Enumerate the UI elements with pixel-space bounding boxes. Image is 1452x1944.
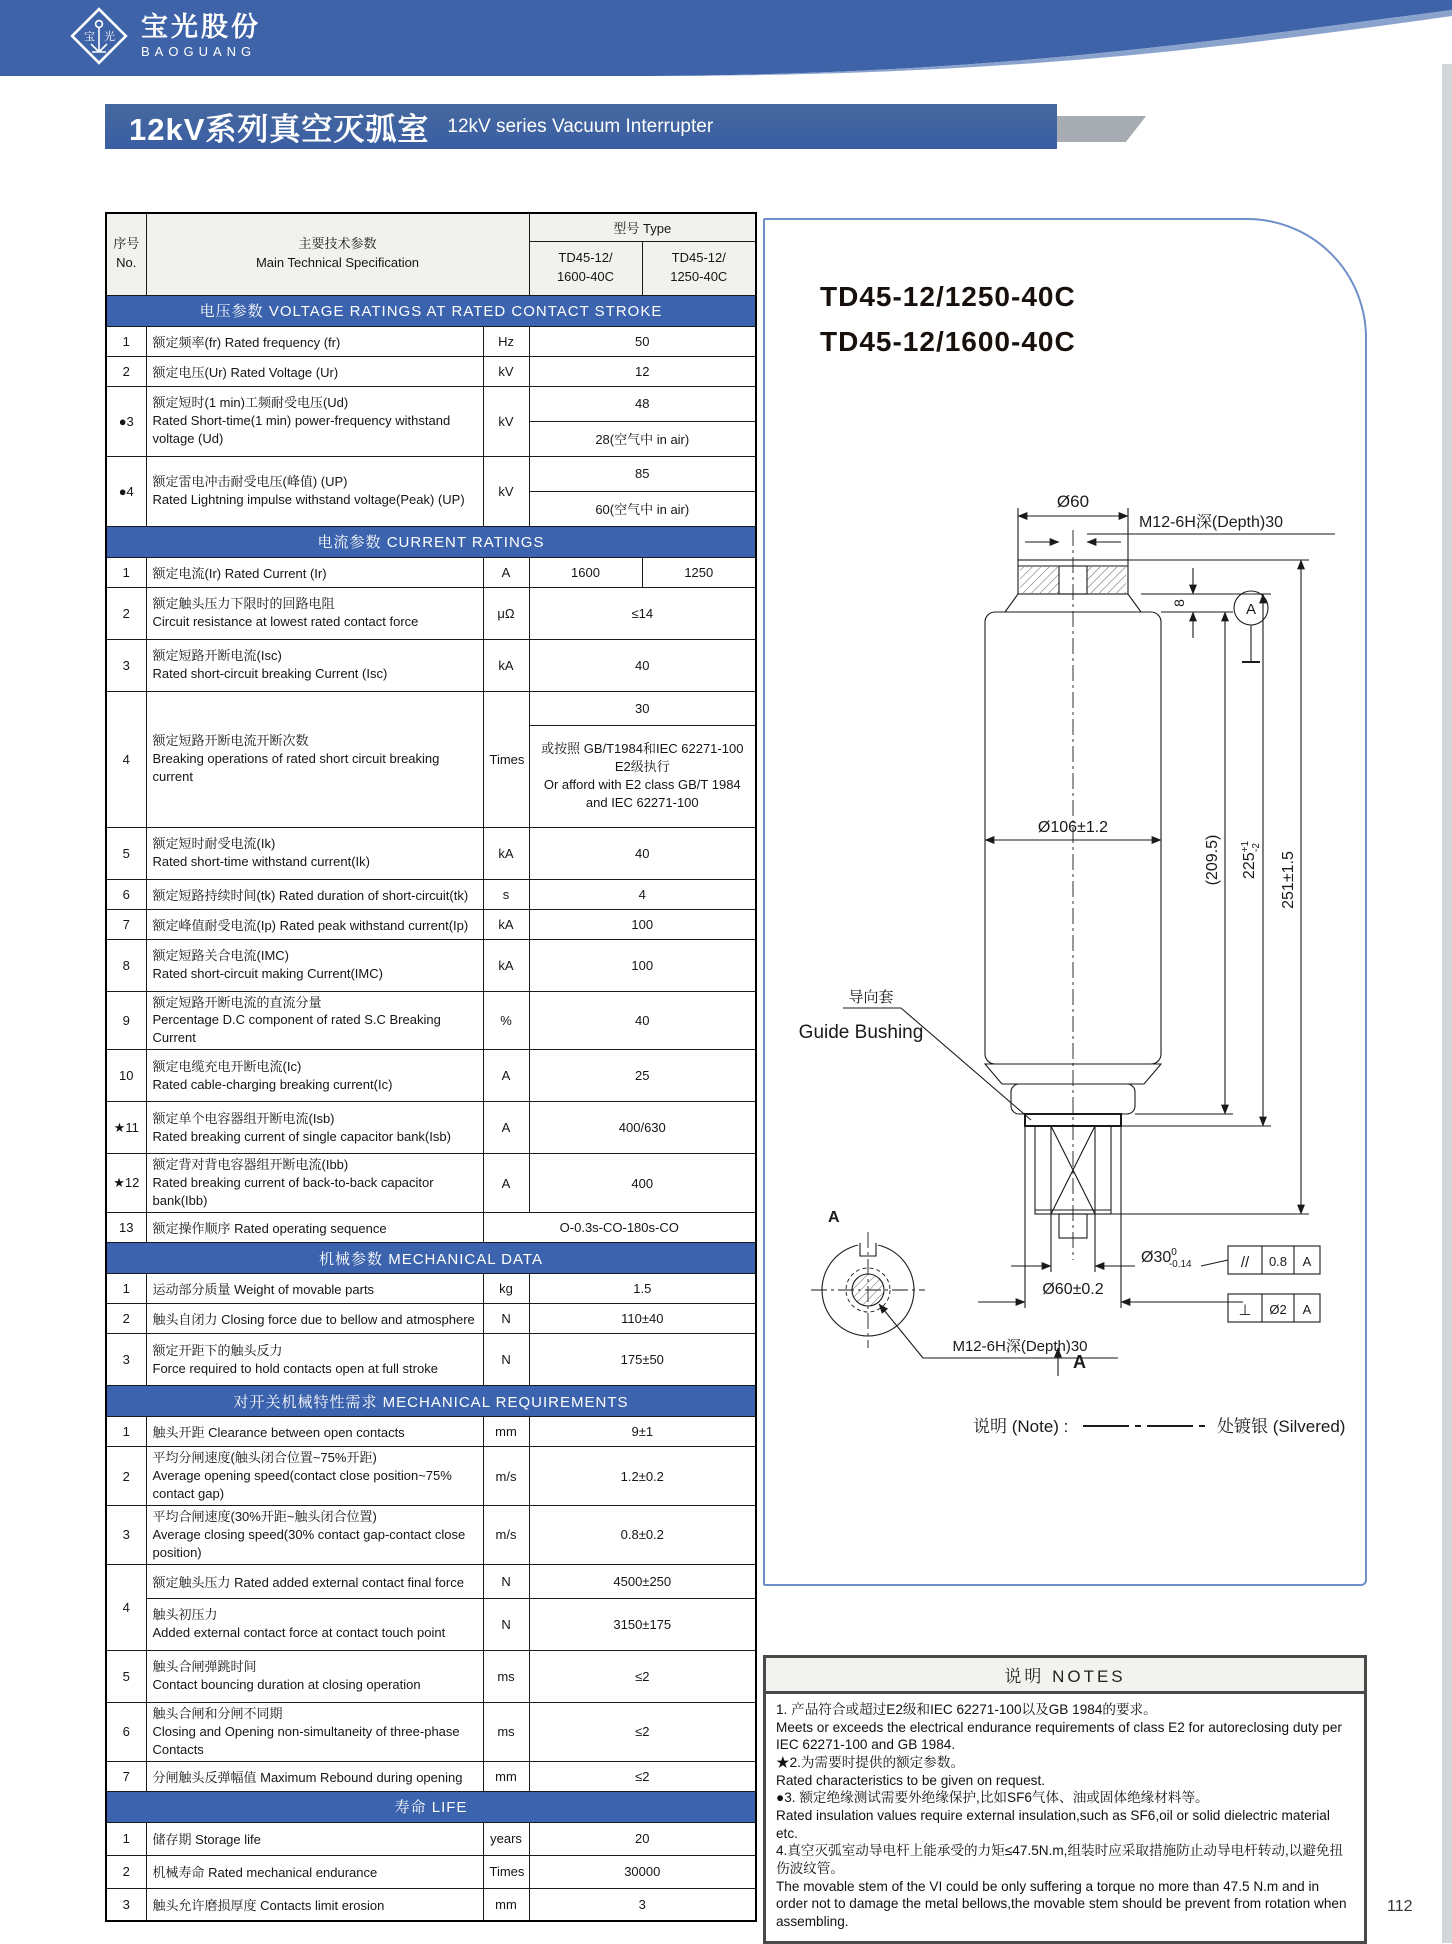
- header-type: 型号 Type: [529, 213, 756, 241]
- page-title-en: 12kV series Vacuum Interrupter: [447, 115, 714, 137]
- brand-name-cn: 宝光股份: [141, 11, 261, 42]
- table-row: ●3 额定短时(1 min)工频耐受电压(Ud) Rated Short-time(1 min) power-frequency withstand voltage (Ud) kV 48: [106, 386, 756, 421]
- perpendicularity-symbol: ⊥: [1238, 1302, 1252, 1319]
- table-subrow: 60(空气中 in air): [106, 491, 756, 526]
- table-row: 8 额定短路关合电流(IMC) Rated short-circuit making Current(IMC) kA 100: [106, 939, 756, 991]
- dim-225: $225^{+1}-2$: [1240, 840, 1262, 880]
- table-row: 13 额定操作顺序 Rated operating sequence O-0.3s-CO-180s-CO: [106, 1213, 756, 1243]
- dim-d106: Ø106±1.2: [1037, 819, 1109, 836]
- drawing-model-2: TD45-12/1600-40C: [820, 325, 1076, 357]
- drawing-model-1: TD45-12/1250-40C: [820, 281, 1076, 312]
- table-row: 1 额定电流(Ir) Rated Current (Ir) A 1600 1250: [106, 557, 756, 587]
- section-mechanical-data: 机械参数 MECHANICAL DATA: [106, 1243, 756, 1274]
- notes-body: [766, 1694, 1364, 1941]
- page-edge: [1442, 64, 1452, 1943]
- table-row: 3 额定开距下的触头反力 Force required to hold contacts open at full stroke N 175±50: [106, 1334, 756, 1386]
- svg-text:Ø2: Ø2: [1269, 1302, 1287, 1317]
- table-row: 5 触头合闸弹跳时间 Contact bouncing duration at closing operation ms ≤2: [106, 1650, 756, 1702]
- datum-a-label: A: [1245, 601, 1257, 618]
- table-row: 3 平均合闸速度(30%开距~触头闭合位置) Average closing speed(30% contact gap-contact close position) m/s 0.8±0.2: [106, 1505, 756, 1564]
- table-row: ★12 额定背对背电容器组开断电流(Ibb) Rated breaking current of back-to-back capacitor bank(Ibb) A 400: [106, 1154, 756, 1213]
- header-no: 序号 No.: [106, 213, 146, 295]
- section-voltage: 电压参数 VOLTAGE RATINGS AT RATED CONTACT STROKE: [106, 295, 756, 326]
- app-header: [0, 0, 1452, 76]
- table-subrow: 或按照 GB/T1984和IEC 62271-100 E2级执行 Or afford with E2 class GB/T 1984 and IEC 62271-100: [106, 725, 756, 827]
- note-line: 1. 产品符合或超过E2级和IEC 62271-100以及GB 1984的要求。: [776, 1702, 1157, 1717]
- parallelism-symbol: //: [1240, 1254, 1250, 1271]
- model-1: TD45-12/ 1600-40C: [529, 241, 642, 295]
- table-row: 2 额定触头压力下限时的回路电阻 Circuit resistance at lowest rated contact force μΩ ≤14: [106, 587, 756, 639]
- table-row: 2 机械寿命 Rated mechanical endurance Times 30000: [106, 1855, 756, 1888]
- svg-text:A: A: [1302, 1302, 1312, 1317]
- note-line: 4.真空灭弧室动导电杆上能承受的力矩≤47.5N.m,组装时应采取措施防止动导电杆转动,以避免扭伤波纹管。: [776, 1843, 1344, 1877]
- table-row: 7 额定峰值耐受电流(Ip) Rated peak withstand current(Ip) kA 100: [106, 909, 756, 939]
- table-row: 2 额定电压(Ur) Rated Voltage (Ur) kV 12: [106, 356, 756, 386]
- table-row: 3 触头允许磨损厚度 Contacts limit erosion mm 3: [106, 1888, 756, 1921]
- guide-bushing-label-en: Guide Bushing: [798, 1022, 924, 1043]
- brand-logo: [70, 7, 261, 65]
- drawing-panel: [763, 218, 1367, 1586]
- table-row: 6 额定短路持续时间(tk) Rated duration of short-circuit(tk) s 4: [106, 879, 756, 909]
- table-row: 4 额定触头压力 Rated added external contact final force N 4500±250: [106, 1564, 756, 1598]
- page-title-cn: 12kV系列真空灭弧室: [129, 112, 430, 147]
- note-line: ★2.为需要时提供的额定参数。: [776, 1755, 965, 1771]
- table-row: 10 额定电缆充电开断电流(Ic) Rated cable-charging breaking current(Ic) A 25: [106, 1050, 756, 1102]
- note-line: Rated insulation values require external insulation,such as SF6,oil or solid dielectric material etc.: [776, 1808, 1330, 1841]
- table-row: 1 运动部分质量 Weight of movable parts kg 1.5: [106, 1274, 756, 1304]
- table-row: 1 储存期 Storage life years 20: [106, 1822, 756, 1855]
- section-arrow-label: A: [1073, 1352, 1086, 1372]
- page-number: 112: [1387, 1898, 1413, 1915]
- brand-name-en: BAOGUANG: [141, 44, 257, 60]
- note-line: Meets or exceeds the electrical endurance requirements of class E2 for autoreclosing duty per IEC 62271-100 and GB 1984.: [776, 1719, 1342, 1753]
- dim-d30: $Ø30^0$ -0.14: [1141, 1247, 1192, 1270]
- table-row: 6 触头合闸和分闸不同期 Closing and Opening non-simultaneity of three-phase Contacts ms ≤2: [106, 1702, 756, 1761]
- table-row: ●4 额定雷电冲击耐受电压(峰值) (UP) Rated Lightning impulse withstand voltage(Peak) (UP) kV 85: [106, 456, 756, 491]
- table-row: 4 额定短路开断电流开断次数 Breaking operations of rated short circuit breaking current Times 30: [106, 691, 756, 725]
- table-row: 7 分闸触头反弹幅值 Maximum Rebound during opening mm ≤2: [106, 1761, 756, 1791]
- table-row: 1 触头开距 Clearance between open contacts mm 9±1: [106, 1417, 756, 1447]
- notes-panel: [763, 1655, 1367, 1944]
- table-row: 5 额定短时耐受电流(Ik) Rated short-time withstand current(Ik) kA 40: [106, 827, 756, 879]
- guide-bushing-label-cn: 导向套: [848, 989, 894, 1006]
- page-title-bar: [105, 104, 1057, 149]
- dim-m12-top: M12-6H深(Depth)30: [1138, 514, 1284, 531]
- logo-char-right: 光: [104, 31, 115, 43]
- model-2: TD45-12/ 1250-40C: [642, 241, 756, 295]
- svg-text:0.8: 0.8: [1268, 1254, 1288, 1269]
- table-row: ★11 额定单个电容器组开断电流(Isb) Rated breaking current of single capacitor bank(Isb) A 400/630: [106, 1102, 756, 1154]
- brand-diamond-icon: [70, 7, 128, 65]
- dim-m12-bottom: M12-6H深(Depth)30: [952, 1338, 1088, 1355]
- spec-table: [105, 212, 757, 1922]
- dim-d60-top: Ø60: [1056, 492, 1090, 511]
- table-subrow: 28(空气中 in air): [106, 421, 756, 456]
- section-view-label: A: [828, 1209, 840, 1226]
- silvered-note-text: 处镀银 (Silvered): [1217, 1417, 1346, 1436]
- svg-text:A: A: [1302, 1254, 1312, 1269]
- table-row: 2 触头自闭力 Closing force due to bellow and atmosphere N 110±40: [106, 1304, 756, 1334]
- logo-char-left: 宝: [84, 31, 95, 43]
- dim-209: (209.5): [1204, 834, 1221, 886]
- note-line: Rated characteristics to be given on request.: [776, 1772, 1046, 1788]
- table-row: 2 平均分闸速度(触头闭合位置~75%开距) Average opening speed(contact close position~75% contact gap) m/s 1.2±0.2: [106, 1447, 756, 1506]
- note-line: ●3. 额定绝缘测试需要外绝缘保护,比如SF6气体、油或固体绝缘材料等。: [776, 1790, 1209, 1806]
- silvered-note-label: 说明 (Note) :: [973, 1417, 1069, 1436]
- section-mechanical-requirements: 对开关机械特性需求 MECHANICAL REQUIREMENTS: [106, 1386, 756, 1417]
- table-subrow: 触头初压力 Added external contact force at contact touch point N 3150±175: [106, 1598, 756, 1650]
- dim-251: 251±1.5: [1280, 851, 1297, 909]
- technical-drawing: [773, 410, 1357, 1470]
- table-row: 9 额定短路开断电流的直流分量 Percentage D.C component of rated S.C Breaking Current % 40: [106, 991, 756, 1050]
- header-spec: 主要技术参数 Main Technical Specification: [146, 213, 529, 295]
- drawing-model-title: [820, 275, 1076, 365]
- dim-8: 8: [1171, 599, 1187, 607]
- section-life: 寿命 LIFE: [106, 1791, 756, 1822]
- table-row: 1 额定频率(fr) Rated frequency (fr) Hz 50: [106, 326, 756, 356]
- dim-d60-bottom: Ø60±0.2: [1042, 1281, 1104, 1298]
- section-current: 电流参数 CURRENT RATINGS: [106, 526, 756, 557]
- table-header-row: [106, 213, 756, 241]
- note-line: The movable stem of the VI could be only suffering a torque no more than 47.5 N.m and in order not to damage the metal bellows,the movable stem should be prevent from rotation when assembling.: [776, 1878, 1347, 1930]
- table-row: 3 额定短路开断电流(Isc) Rated short-circuit breaking Current (Isc) kA 40: [106, 639, 756, 691]
- notes-title: 说明 NOTES: [766, 1658, 1364, 1694]
